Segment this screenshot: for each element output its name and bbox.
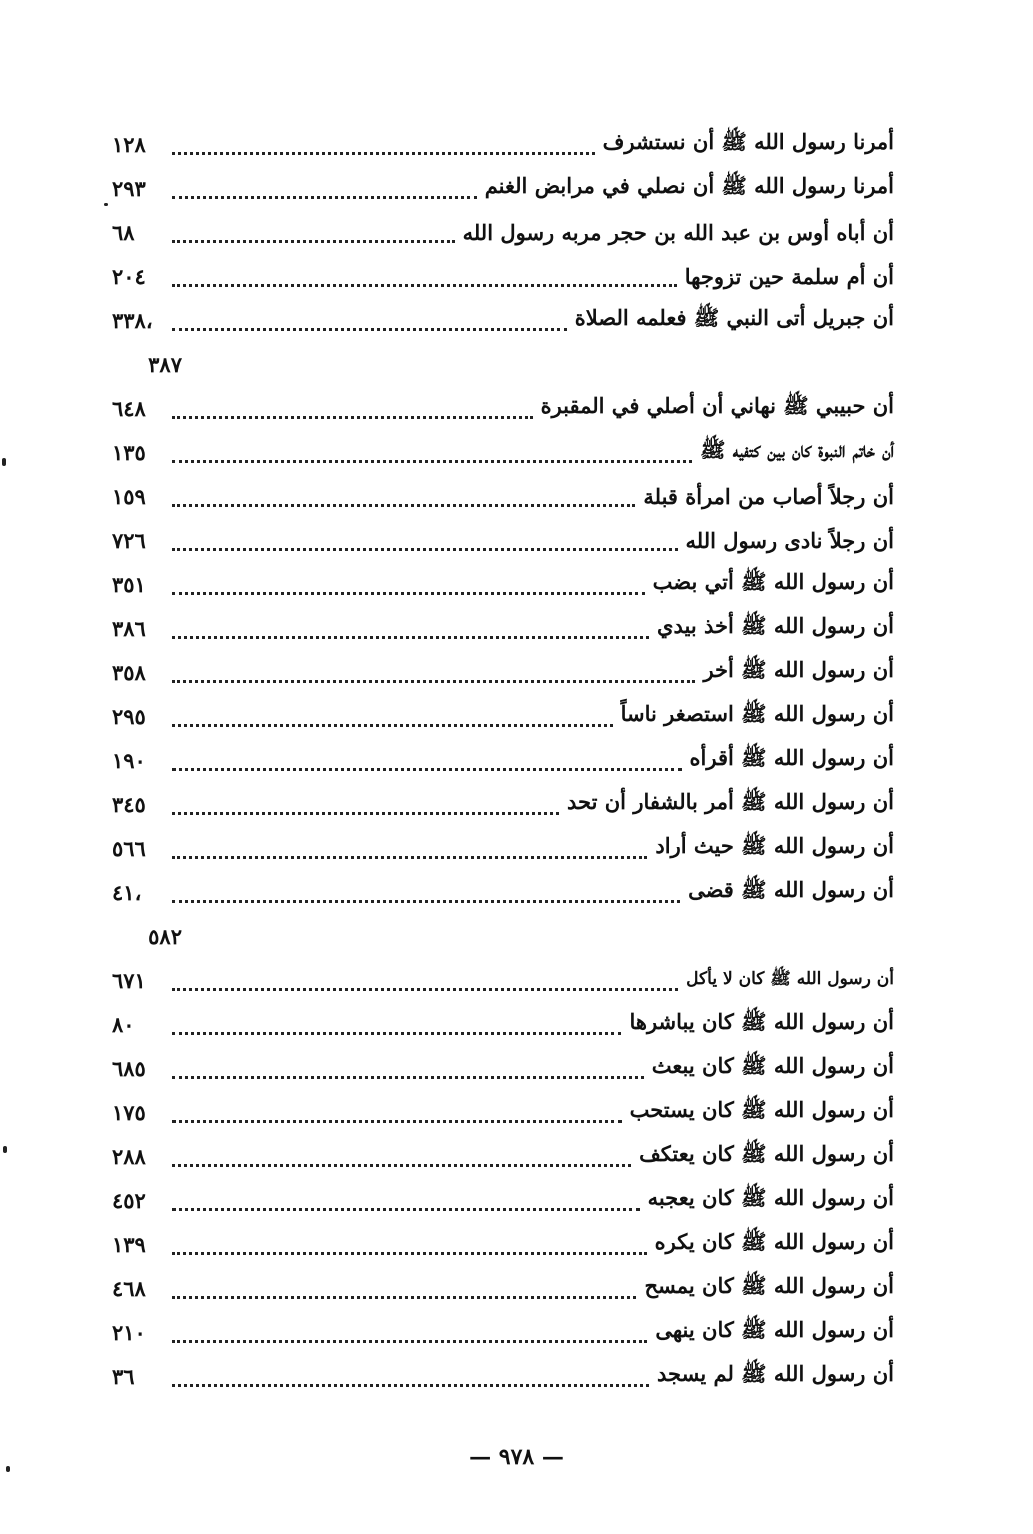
entry-text: أمرنا رسول الله ﷺ أن نستشرف bbox=[602, 128, 894, 154]
scan-speck bbox=[6, 1466, 10, 1472]
entry-page-number: ٣٣٨، bbox=[112, 307, 153, 333]
entry-text: أن رسول الله ﷺ كان يباشرها bbox=[629, 1008, 894, 1034]
dot-leader bbox=[172, 986, 678, 991]
index-entry bbox=[112, 1134, 894, 1178]
entry-text: أن رسول الله ﷺ قضى bbox=[688, 876, 894, 902]
scan-speck bbox=[104, 203, 108, 206]
entry-page-number: ٥٦٦ bbox=[112, 835, 146, 861]
dot-leader bbox=[172, 898, 680, 903]
entry-text: أن رسول الله ﷺ أقرأه bbox=[689, 744, 894, 770]
entry-page-number: ٤٦٨ bbox=[112, 1275, 146, 1301]
dot-leader bbox=[172, 590, 645, 595]
dot-leader bbox=[172, 502, 635, 507]
dot-leader bbox=[172, 194, 477, 199]
entry-page-number: ٢٠٤ bbox=[112, 263, 146, 289]
dot-leader bbox=[172, 1382, 649, 1387]
entry-page-number: ٣٤٥ bbox=[112, 791, 146, 817]
index-entry bbox=[112, 1046, 894, 1090]
index-entry bbox=[112, 738, 894, 782]
dot-leader bbox=[172, 238, 455, 243]
dot-leader bbox=[172, 1206, 640, 1211]
entry-text: أن رسول الله ﷺ كان يستحب bbox=[629, 1096, 894, 1122]
entry-text: أن أباه أوس بن عبد الله بن حجر مربه رسول الله bbox=[462, 219, 894, 245]
entry-page-number: ٨٠ bbox=[112, 1011, 135, 1037]
entry-text: أن جبريل أتى النبي ﷺ فعلمه الصلاة bbox=[574, 304, 894, 330]
scan-speck bbox=[2, 458, 6, 466]
entry-text: أن رسول الله ﷺ لم يسجد bbox=[657, 1360, 894, 1386]
index-entry bbox=[112, 826, 894, 870]
entry-page-number: ٣٥٨ bbox=[112, 659, 146, 685]
entry-text: أن رسول الله ﷺ كان يعجبه bbox=[647, 1184, 894, 1210]
entry-page-number: ١٣٥ bbox=[112, 439, 146, 465]
entry-page-number: ٦٧١ bbox=[112, 967, 146, 993]
dot-leader bbox=[172, 1250, 647, 1255]
dot-leader bbox=[172, 150, 595, 155]
entry-page-number: ١٣٩ bbox=[112, 1231, 146, 1257]
page-number: — ٩٧٨ — bbox=[469, 1444, 564, 1470]
index-entry bbox=[112, 474, 894, 518]
entry-page-number: ٣٦ bbox=[112, 1363, 135, 1389]
entry-page-number: ٣٨٦ bbox=[112, 615, 146, 641]
entry-text: أن رسول الله ﷺ أخر bbox=[703, 656, 894, 682]
index-entry bbox=[112, 254, 894, 298]
index-entry bbox=[112, 1002, 894, 1046]
index-entry bbox=[112, 782, 894, 826]
entry-page-number: ٦٨ bbox=[112, 219, 135, 245]
index-entry bbox=[112, 694, 894, 738]
index-entry bbox=[112, 430, 894, 474]
entry-page-number: ١٢٨ bbox=[112, 131, 146, 157]
entry-text: أن حبيبي ﷺ نهاني أن أصلي في المقبرة bbox=[540, 392, 894, 418]
dot-leader bbox=[172, 1162, 631, 1167]
entry-text: أن رسول الله ﷺ حيث أراد bbox=[655, 832, 894, 858]
dot-leader bbox=[172, 766, 682, 771]
entry-text: أن رسول الله ﷺ كان لا يأكل bbox=[686, 968, 894, 989]
index-entry bbox=[112, 166, 894, 210]
dot-leader bbox=[172, 1294, 636, 1299]
dot-leader bbox=[172, 722, 613, 727]
index-entry bbox=[112, 1266, 894, 1310]
index-entry bbox=[112, 1178, 894, 1222]
hadith-index-list bbox=[112, 122, 894, 1398]
index-entry bbox=[112, 1354, 894, 1398]
entry-page-number: ١٩٠ bbox=[112, 747, 146, 773]
index-entry bbox=[112, 122, 894, 166]
entry-page-number: ٤١، bbox=[112, 879, 142, 905]
index-entry bbox=[112, 1222, 894, 1266]
entry-page-number: ٢١٠ bbox=[112, 1319, 146, 1345]
dot-leader bbox=[172, 414, 533, 419]
dot-leader bbox=[172, 810, 559, 815]
index-entry bbox=[112, 606, 894, 650]
scan-speck bbox=[3, 1146, 7, 1153]
entry-page-number: ٢٩٥ bbox=[112, 703, 146, 729]
entry-page-number: ٦٤٨ bbox=[112, 395, 146, 421]
dot-leader bbox=[172, 1338, 647, 1343]
index-entry bbox=[112, 650, 894, 694]
dot-leader bbox=[172, 1118, 622, 1123]
entry-page-number: ٤٥٢ bbox=[112, 1187, 146, 1213]
entry-page-number: ١٧٥ bbox=[112, 1099, 146, 1125]
entry-text: أن رسول الله ﷺ أمر بالشفار أن تحد bbox=[567, 788, 894, 814]
entry-page-number: ١٥٩ bbox=[112, 483, 146, 509]
entry-page-number-continuation: ٥٨٢ bbox=[148, 923, 182, 949]
dot-leader bbox=[172, 1030, 621, 1035]
entry-text: أن رجلاً أصاب من امرأة قبلة bbox=[643, 483, 894, 509]
entry-page-number: ٢٩٣ bbox=[112, 175, 146, 201]
dot-leader bbox=[172, 634, 649, 639]
index-entry bbox=[112, 210, 894, 254]
entry-page-number-continuation: ٣٨٧ bbox=[148, 351, 182, 377]
dot-leader bbox=[172, 326, 567, 331]
index-entry bbox=[112, 386, 894, 430]
index-entry bbox=[112, 562, 894, 606]
entry-text: أن رسول الله ﷺ كان يكره bbox=[654, 1228, 894, 1254]
dot-leader bbox=[172, 1074, 644, 1079]
index-entry bbox=[112, 870, 894, 958]
entry-text: أن رجلاً نادى رسول الله bbox=[685, 527, 894, 553]
dot-leader bbox=[172, 678, 695, 683]
dot-leader bbox=[172, 546, 678, 551]
entry-text: أن رسول الله ﷺ كان ينهى bbox=[655, 1316, 894, 1342]
entry-text: أمرنا رسول الله ﷺ أن نصلي في مرابض الغنم bbox=[484, 172, 894, 198]
entry-text: أن رسول الله ﷺ أخذ بيدي bbox=[657, 612, 894, 638]
entry-text: أن خاتم النبوة كان بين كتفيه ﷺ bbox=[700, 436, 894, 462]
dot-leader bbox=[172, 854, 647, 859]
entry-text: أن رسول الله ﷺ كان يبعث bbox=[651, 1052, 894, 1078]
index-entry bbox=[112, 1310, 894, 1354]
entry-page-number: ٦٨٥ bbox=[112, 1055, 146, 1081]
entry-text: أن رسول الله ﷺ كان يعتكف bbox=[639, 1140, 894, 1166]
index-entry bbox=[112, 298, 894, 386]
index-entry bbox=[112, 518, 894, 562]
entry-page-number: ٣٥١ bbox=[112, 571, 146, 597]
dot-leader bbox=[172, 282, 677, 287]
entry-text: أن رسول الله ﷺ كان يمسح bbox=[644, 1272, 894, 1298]
entry-text: أن رسول الله ﷺ أتي بضب bbox=[652, 568, 894, 594]
index-entry bbox=[112, 958, 894, 1002]
index-entry bbox=[112, 1090, 894, 1134]
entry-page-number: ٢٨٨ bbox=[112, 1143, 146, 1169]
dot-leader bbox=[172, 458, 692, 463]
entry-text: أن رسول الله ﷺ استصغر ناساً bbox=[620, 700, 894, 726]
entry-page-number: ٧٢٦ bbox=[112, 527, 146, 553]
entry-text: أن أم سلمة حين تزوجها bbox=[684, 263, 894, 289]
